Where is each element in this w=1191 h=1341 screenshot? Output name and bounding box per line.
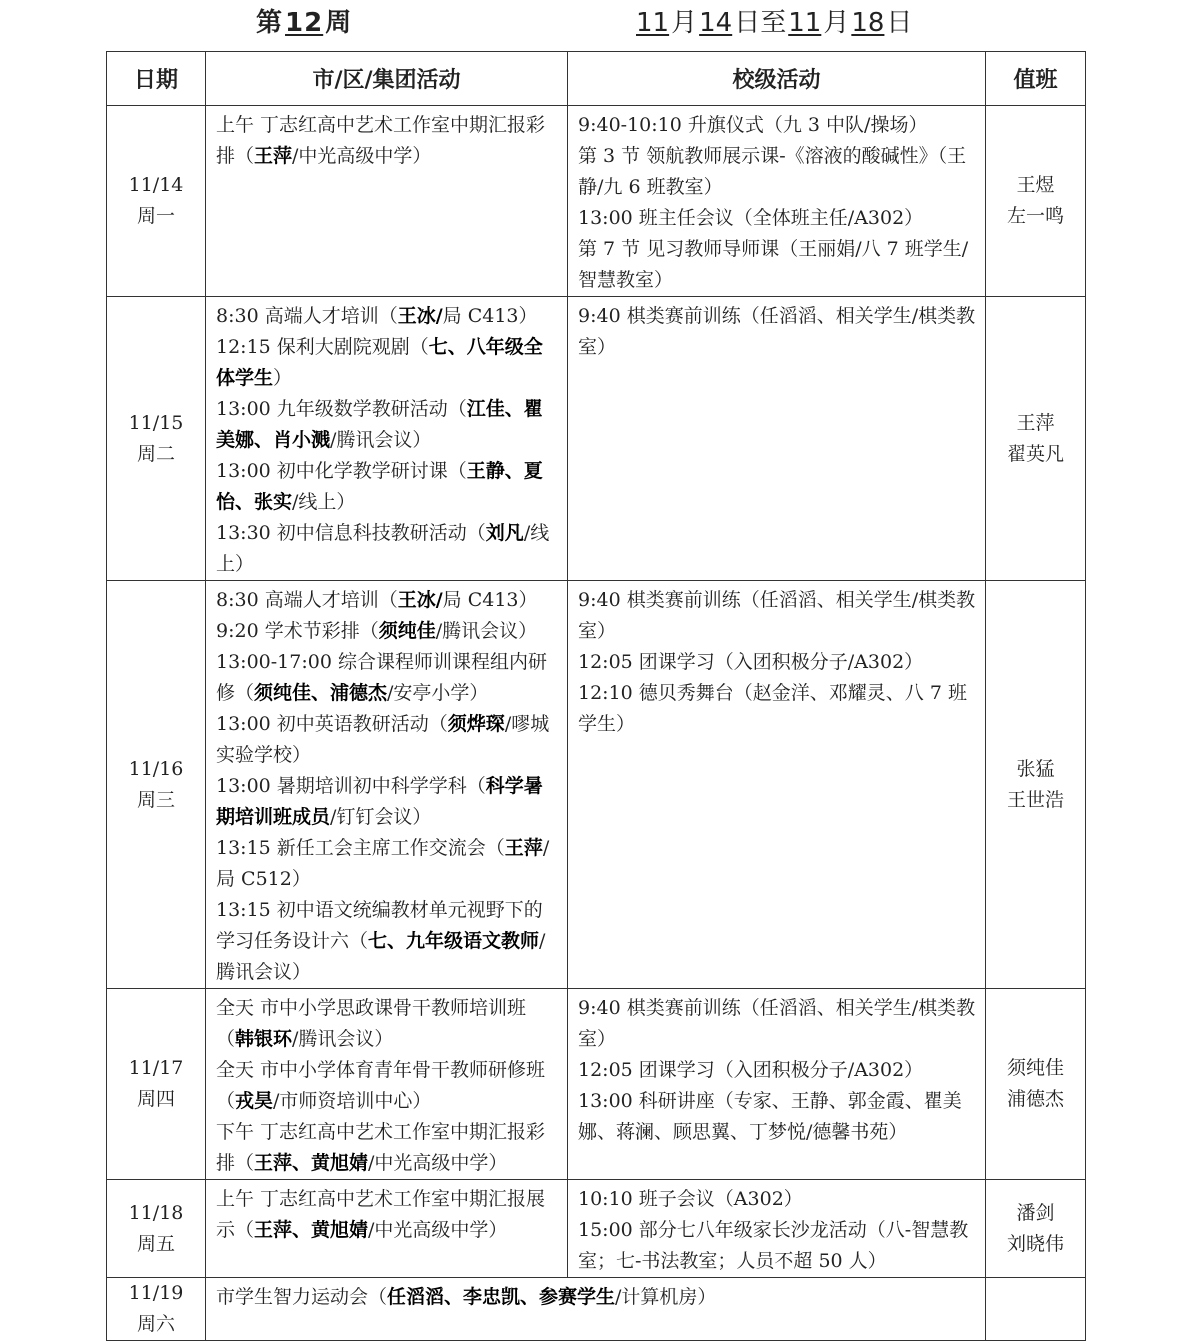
activity-item: 12:05 团课学习（入团积极分子/A302） xyxy=(578,1059,924,1081)
table-header-row xyxy=(107,52,1086,106)
activity-item: 市学生智力运动会（任滔滔、李忠凯、参赛学生/计算机房） xyxy=(216,1286,717,1308)
activity-item: 15:00 部分七八年级家长沙龙活动（八-智慧教室；七-书法教室；人员不超 50 人） xyxy=(578,1219,969,1272)
activity-item: 13:15 初中语文统编教材单元视野下的学习任务设计六（七、九年级语文教师/腾讯会议） xyxy=(216,899,546,983)
table-row xyxy=(107,581,1086,989)
column-header-duty: 值班 xyxy=(986,52,1086,106)
participant-highlight: 王冰/ xyxy=(397,589,443,611)
table-row xyxy=(107,1278,1086,1341)
date-label: 11/18 xyxy=(128,1201,184,1224)
participant-highlight: 王静、夏怡、张实 xyxy=(216,460,543,513)
activity-item: 9:40 棋类赛前训练（任滔滔、相关学生/棋类教室） xyxy=(578,305,976,358)
date-cell xyxy=(107,106,206,297)
weekday-label: 周五 xyxy=(136,1232,175,1255)
activity-item: 8:30 高端人才培训（王冰/局 C413） xyxy=(216,589,538,611)
duty-person: 王世浩 xyxy=(1006,788,1064,811)
participant-highlight: 须纯佳、浦德杰 xyxy=(254,682,388,704)
participant-highlight: 须烨琛 xyxy=(447,713,505,735)
participant-highlight: 王萍 xyxy=(254,145,293,167)
duty-person: 浦德杰 xyxy=(1006,1088,1064,1110)
duty-person: 左一鸣 xyxy=(1006,205,1064,227)
table-row xyxy=(107,297,1086,581)
activity-item: 9:40 棋类赛前训练（任滔滔、相关学生/棋类教室） xyxy=(578,589,976,642)
activity-item: 13:30 初中信息科技教研活动（刘凡/线上） xyxy=(216,522,550,575)
participant-highlight: 科学暑期培训班成员 xyxy=(216,775,543,828)
date-cell xyxy=(107,581,206,989)
school-activities-cell xyxy=(568,1180,986,1278)
activity-item: 13:00 初中英语教研活动（须烨琛/嘐城实验学校） xyxy=(216,713,550,766)
participant-highlight: 王萍、黄旭婧 xyxy=(254,1152,369,1174)
activity-item: 13:00 暑期培训初中科学学科（科学暑期培训班成员/钉钉会议） xyxy=(216,775,543,828)
duty-cell xyxy=(986,106,1086,297)
participant-highlight: 七、九年级语文教师 xyxy=(368,930,540,952)
activity-item: 13:00 九年级数学教研活动（江佳、瞿美娜、肖小溅/腾讯会议） xyxy=(216,398,543,451)
date-cell xyxy=(107,989,206,1180)
school-activities-cell xyxy=(568,989,986,1180)
date-cell xyxy=(107,297,206,581)
table-row xyxy=(107,989,1086,1180)
weekday-label: 周二 xyxy=(136,442,175,465)
city-activities-cell xyxy=(206,1180,568,1278)
duty-cell xyxy=(986,989,1086,1180)
table-row xyxy=(107,106,1086,297)
activity-item: 第 3 节 领航教师展示课-《溶液的酸碱性》（王静/九 6 班教室） xyxy=(578,145,967,198)
activity-item: 上午 丁志红高中艺术工作室中期汇报彩排（王萍/中光高级中学） xyxy=(216,114,546,167)
duty-cell xyxy=(986,1278,1086,1341)
date-range: 11月14日至11月18日 xyxy=(636,8,913,38)
weekday-label: 周四 xyxy=(136,1088,175,1110)
activity-item: 下午 丁志红高中艺术工作室中期汇报彩排（王萍、黄旭婧/中光高级中学） xyxy=(216,1121,546,1174)
activity-item: 12:15 保利大剧院观剧（七、八年级全体学生） xyxy=(216,336,543,389)
activity-item: 13:00 班主任会议（全体班主任/A302） xyxy=(578,207,924,229)
merged-activities-cell xyxy=(206,1278,986,1341)
column-header-city-activities: 市/区/集团活动 xyxy=(206,52,568,106)
duty-cell xyxy=(986,581,1086,989)
date-label: 11/19 xyxy=(128,1282,184,1304)
duty-cell xyxy=(986,297,1086,581)
activity-item: 9:40 棋类赛前训练（任滔滔、相关学生/棋类教室） xyxy=(578,997,976,1050)
table-row xyxy=(107,1180,1086,1278)
participant-highlight: 须纯佳 xyxy=(378,620,436,642)
activity-item: 10:10 班子会议（A302） xyxy=(578,1188,803,1210)
duty-cell xyxy=(986,1180,1086,1278)
participant-highlight: 王萍 xyxy=(504,837,543,859)
activity-item: 12:10 德贝秀舞台（赵金洋、邓耀灵、八 7 班学生） xyxy=(578,682,967,735)
activity-item: 13:00-17:00 综合课程师训课程组内研修（须纯佳、浦德杰/安亭小学） xyxy=(216,651,547,704)
activity-item: 8:30 高端人才培训（王冰/局 C413） xyxy=(216,305,538,327)
week-number: 12 xyxy=(285,8,324,38)
participant-highlight: 七、八年级全体学生 xyxy=(216,336,543,389)
date-cell xyxy=(107,1180,206,1278)
column-header-date: 日期 xyxy=(107,52,206,106)
city-activities-cell xyxy=(206,106,568,297)
school-activities-cell xyxy=(568,581,986,989)
activity-item: 13:15 新任工会主席工作交流会（王萍/局 C512） xyxy=(216,837,550,890)
duty-person: 潘剑 xyxy=(1016,1201,1055,1224)
school-activities-cell xyxy=(568,106,986,297)
activity-item: 9:40-10:10 升旗仪式（九 3 中队/操场） xyxy=(578,114,928,136)
participant-highlight: 任滔滔、李忠凯、参赛学生 xyxy=(387,1286,616,1308)
weekday-label: 周六 xyxy=(136,1313,175,1335)
date-cell xyxy=(107,1278,206,1341)
participant-highlight: 戎昊 xyxy=(235,1090,274,1112)
participant-highlight: 江佳、瞿美娜、肖小溅 xyxy=(216,398,543,451)
city-activities-cell xyxy=(206,989,568,1180)
activity-item: 上午 丁志红高中艺术工作室中期汇报展示（王萍、黄旭婧/中光高级中学） xyxy=(216,1188,546,1241)
weekly-schedule-table xyxy=(106,51,1086,1341)
weekday-label: 周一 xyxy=(136,205,175,227)
activity-item: 12:05 团课学习（入团积极分子/A302） xyxy=(578,651,924,673)
duty-person: 王萍 xyxy=(1016,411,1055,434)
duty-person: 张猛 xyxy=(1016,757,1055,780)
activity-item: 第 7 节 见习教师导师课（王丽娟/八 7 班学生/智慧教室） xyxy=(578,238,969,291)
city-activities-cell xyxy=(206,297,568,581)
city-activities-cell xyxy=(206,581,568,989)
duty-person: 须纯佳 xyxy=(1006,1057,1064,1079)
duty-person: 刘晓伟 xyxy=(1006,1232,1064,1255)
activity-item: 13:00 初中化学教学研讨课（王静、夏怡、张实/线上） xyxy=(216,460,543,513)
school-activities-cell xyxy=(568,297,986,581)
date-label: 11/14 xyxy=(128,174,184,196)
duty-person: 翟英凡 xyxy=(1006,442,1064,465)
participant-highlight: 王冰/ xyxy=(397,305,443,327)
duty-person: 王煜 xyxy=(1016,174,1055,196)
activity-item: 全天 市中小学思政课骨干教师培训班（韩银环/腾讯会议） xyxy=(216,997,527,1050)
activity-item: 13:00 科研讲座（专家、王静、郭金霞、瞿美娜、蒋澜、顾思翼、丁梦悦/德馨书苑） xyxy=(578,1090,962,1143)
date-label: 11/17 xyxy=(128,1057,184,1079)
date-label: 11/15 xyxy=(128,411,184,434)
date-label: 11/16 xyxy=(128,757,184,780)
participant-highlight: 刘凡 xyxy=(485,522,524,544)
weekday-label: 周三 xyxy=(136,788,175,811)
participant-highlight: 韩银环 xyxy=(235,1028,293,1050)
column-header-school-activities: 校级活动 xyxy=(568,52,986,106)
week-title: 第12周 xyxy=(256,8,353,38)
activity-item: 全天 市中小学体育青年骨干教师研修班（戎昊/市师资培训中心） xyxy=(216,1059,546,1112)
activity-item: 9:20 学术节彩排（须纯佳/腾讯会议） xyxy=(216,620,538,642)
participant-highlight: 王萍、黄旭婧 xyxy=(254,1219,369,1241)
